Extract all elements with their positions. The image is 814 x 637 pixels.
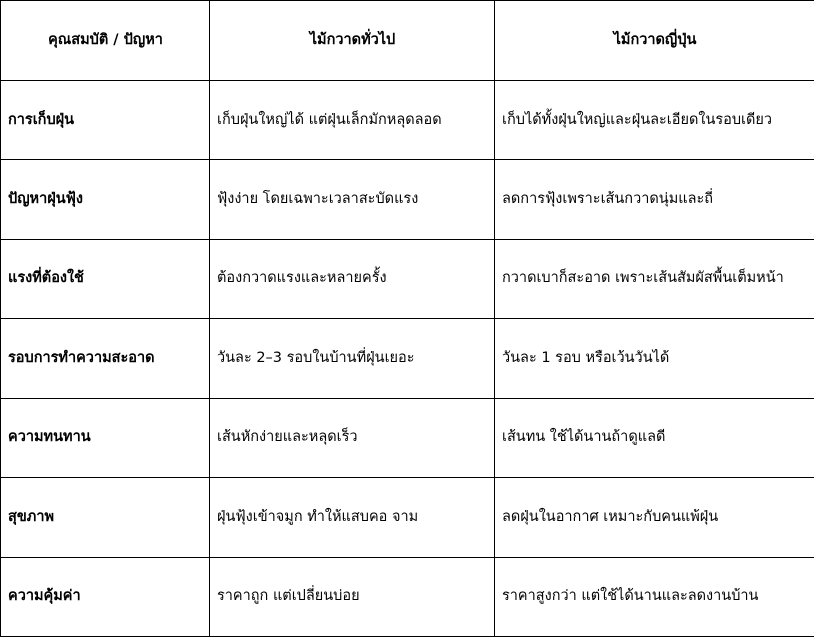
row-general: ฟุ้งง่าย โดยเฉพาะเวลาสะบัดแรง: [210, 160, 495, 239]
header-japanese-broom: ไม้กวาดญี่ปุ่น: [495, 1, 814, 81]
row-japanese: เส้นทน ใช้ได้นานถ้าดูแลดี: [495, 398, 814, 477]
row-feature: ความทนทาน: [1, 398, 210, 477]
table-row: [1, 398, 814, 477]
row-feature: ความคุ้มค่า: [1, 557, 210, 636]
header-feature: คุณสมบัติ / ปัญหา: [1, 1, 210, 81]
header-general-broom: ไม้กวาดทั่วไป: [210, 1, 495, 81]
row-feature: การเก็บฝุ่น: [1, 81, 210, 160]
row-japanese: ราคาสูงกว่า แต่ใช้ได้นานและลดงานบ้าน: [495, 557, 814, 636]
table-row: [1, 160, 814, 239]
table-header: [1, 1, 814, 81]
row-general: ต้องกวาดแรงและหลายครั้ง: [210, 239, 495, 318]
row-feature: รอบการทำความสะอาด: [1, 319, 210, 398]
table-body: [1, 81, 814, 637]
row-general: เก็บฝุ่นใหญ่ได้ แต่ฝุ่นเล็กมักหลุดลอด: [210, 81, 495, 160]
header-row: [1, 1, 814, 81]
row-japanese: กวาดเบาก็สะอาด เพราะเส้นสัมผัสพื้นเต็มหน้า: [495, 239, 814, 318]
row-japanese: ลดการฟุ้งเพราะเส้นกวาดนุ่มและถี่: [495, 160, 814, 239]
row-general: ราคาถูก แต่เปลี่ยนบ่อย: [210, 557, 495, 636]
row-japanese: เก็บได้ทั้งฝุ่นใหญ่และฝุ่นละเอียดในรอบเดียว: [495, 81, 814, 160]
table-row: [1, 319, 814, 398]
row-feature: แรงที่ต้องใช้: [1, 239, 210, 318]
row-feature: ปัญหาฝุ่นฟุ้ง: [1, 160, 210, 239]
table-row: [1, 557, 814, 636]
table-row: [1, 239, 814, 318]
table-row: [1, 81, 814, 160]
row-feature: สุขภาพ: [1, 478, 210, 557]
row-general: เส้นหักง่ายและหลุดเร็ว: [210, 398, 495, 477]
row-japanese: วันละ 1 รอบ หรือเว้นวันได้: [495, 319, 814, 398]
row-japanese: ลดฝุ่นในอากาศ เหมาะกับคนแพ้ฝุ่น: [495, 478, 814, 557]
row-general: วันละ 2–3 รอบในบ้านที่ฝุ่นเยอะ: [210, 319, 495, 398]
row-general: ฝุ่นฟุ้งเข้าจมูก ทำให้แสบคอ จาม: [210, 478, 495, 557]
table-row: [1, 478, 814, 557]
